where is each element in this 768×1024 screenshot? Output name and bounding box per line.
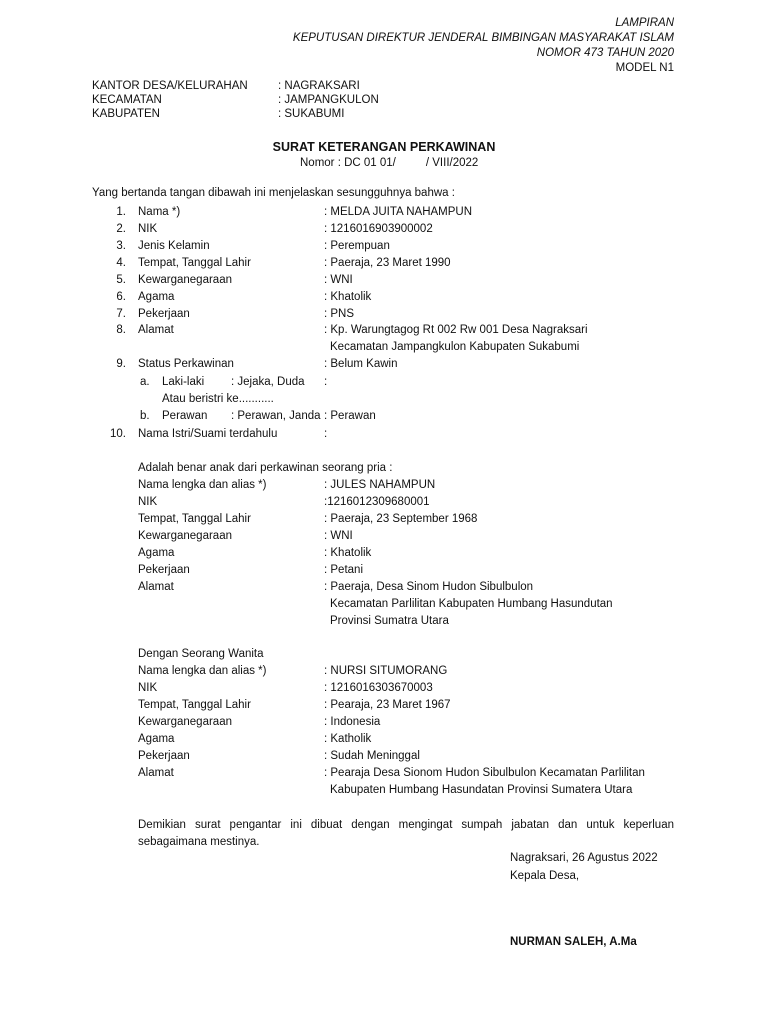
mother-field-label: Kewarganegaraan (138, 716, 232, 728)
mother-field-label: Pekerjaan (138, 750, 190, 762)
attachment-header (293, 16, 674, 76)
mother-field-value: : Indonesia (324, 716, 381, 728)
father-intro: Adalah benar anak dari perkawinan seorang pria : (138, 462, 393, 474)
intro-text: Yang bertanda tangan dibawah ini menjelaskan sesungguhnya bahwa : (92, 187, 455, 199)
field-label: Pekerjaan (138, 308, 190, 320)
address-continuation: Kecamatan Jampangkulon Kabupaten Sukabumi (330, 341, 580, 353)
signer-name: NURMAN SALEH, A.Ma (510, 936, 637, 948)
district-value: : JAMPANGKULON (278, 94, 379, 106)
former-spouse-label: Nama Istri/Suami terdahulu (138, 428, 278, 440)
district-row (92, 93, 379, 107)
signer-position: Kepala Desa, (510, 870, 580, 882)
father-field-value: : JULES NAHAMPUN (324, 479, 436, 491)
male-options: : Jejaka, Duda (231, 376, 305, 388)
father-field-value: : Paeraja, Desa Sinom Hudon Sibulbulon (324, 581, 534, 593)
office-label: KANTOR DESA/KELURAHAN (92, 80, 248, 92)
mother-field-label: Alamat (138, 767, 174, 779)
field-label: Nama *) (138, 206, 181, 218)
female-value: : Perawan (324, 410, 376, 422)
mother-field-value: : Pearaja, 23 Maret 1967 (324, 699, 451, 711)
office-value: : NAGRAKSARI (278, 80, 360, 92)
father-address-continuation: Kecamatan Parlilitan Kabupaten Humbang Hasundutan (330, 598, 613, 610)
document-title: SURAT KETERANGAN PERKAWINAN (272, 140, 496, 154)
father-field-value: :1216012309680001 (324, 496, 430, 508)
item-number: 6. (116, 291, 126, 303)
marital-status-label: Status Perkawinan (138, 358, 234, 370)
marital-status-value: : Belum Kawin (324, 358, 398, 370)
office-row (92, 79, 379, 93)
item-number: 5. (116, 274, 126, 286)
field-value: : Khatolik (324, 291, 372, 303)
regency-row (92, 107, 379, 121)
mother-field-value: : Katholik (324, 733, 372, 745)
father-field-label: NIK (138, 496, 158, 508)
father-field-label: Nama lengka dan alias *) (138, 479, 267, 491)
field-value: : Perempuan (324, 240, 390, 252)
field-label: Agama (138, 291, 175, 303)
item-number: 3. (116, 240, 126, 252)
field-value: : Kp. Warungtagog Rt 002 Rw 001 Desa Nagraksari (324, 324, 588, 336)
father-address-continuation: Provinsi Sumatra Utara (330, 615, 449, 627)
mother-field-label: Nama lengka dan alias *) (138, 665, 267, 677)
field-label: Jenis Kelamin (138, 240, 210, 252)
number-prefix: Nomor : DC 01 01/ (300, 157, 396, 169)
field-value: : Paeraja, 23 Maret 1990 (324, 257, 451, 269)
district-label: KECAMATAN (92, 94, 162, 106)
mother-intro: Dengan Seorang Wanita (138, 648, 264, 660)
father-field-value: : WNI (324, 530, 353, 542)
sub-letter: b. (140, 410, 150, 422)
field-value: : MELDA JUITA NAHAMPUN (324, 206, 473, 218)
field-label: Kewarganegaraan (138, 274, 232, 286)
female-options: : Perawan, Janda (231, 410, 321, 422)
regency-value: : SUKABUMI (278, 108, 345, 120)
field-label: Alamat (138, 324, 174, 336)
item-number: 2. (116, 223, 126, 235)
male-label: Laki-laki (162, 376, 205, 388)
wife-count: Atau beristri ke........... (162, 393, 274, 405)
field-label: Tempat, Tanggal Lahir (138, 257, 251, 269)
mother-field-value: : Sudah Meninggal (324, 750, 420, 762)
model-code: MODEL N1 (615, 62, 674, 74)
father-field-label: Alamat (138, 581, 174, 593)
item-number: 1. (116, 206, 126, 218)
mother-field-value: : 1216016303670003 (324, 682, 433, 694)
item-number: 7. (116, 308, 126, 320)
father-field-label: Pekerjaan (138, 564, 190, 576)
mother-field-label: Tempat, Tanggal Lahir (138, 699, 251, 711)
item-number: 9. (116, 358, 126, 370)
field-value: : WNI (324, 274, 353, 286)
item-number: 10. (110, 428, 126, 440)
office-info (92, 79, 379, 121)
sub-letter: a. (140, 376, 150, 388)
father-field-value: : Petani (324, 564, 363, 576)
lampiran-label: LAMPIRAN (615, 17, 674, 29)
father-field-value: : Khatolik (324, 547, 372, 559)
father-field-label: Tempat, Tanggal Lahir (138, 513, 251, 525)
father-field-label: Kewarganegaraan (138, 530, 232, 542)
number-suffix: / VIII/2022 (425, 157, 479, 169)
father-field-value: : Paeraja, 23 September 1968 (324, 513, 478, 525)
item-number: 8. (116, 324, 126, 336)
mother-field-label: NIK (138, 682, 158, 694)
former-spouse-value: : (324, 428, 328, 440)
field-value: : PNS (324, 308, 355, 320)
mother-field-label: Agama (138, 733, 175, 745)
mother-address-continuation: Kabupaten Humbang Hasundatan Provinsi Sumatera Utara (330, 784, 633, 796)
male-value: : (324, 376, 328, 388)
decree-title: KEPUTUSAN DIREKTUR JENDERAL BIMBINGAN MASYARAKAT ISLAM (292, 32, 674, 44)
female-label: Perawan (162, 410, 208, 422)
field-value: : 1216016903900002 (324, 223, 433, 235)
place-date: Nagraksari, 26 Agustus 2022 (510, 852, 658, 864)
field-label: NIK (138, 223, 158, 235)
closing-statement: Demikian surat pengantar ini dibuat dengan mengingat sumpah jabatan dan untuk keperluan sebagaimana mestinya. (138, 819, 674, 848)
decree-number: NOMOR 473 TAHUN 2020 (536, 47, 674, 59)
mother-field-value: : NURSI SITUMORANG (324, 665, 448, 677)
mother-field-value: : Pearaja Desa Sionom Hudon Sibulbulon Kecamatan Parlilitan (324, 767, 645, 779)
document-number (300, 157, 478, 169)
regency-label: KABUPATEN (92, 108, 160, 120)
father-field-label: Agama (138, 547, 175, 559)
item-number: 4. (116, 257, 126, 269)
